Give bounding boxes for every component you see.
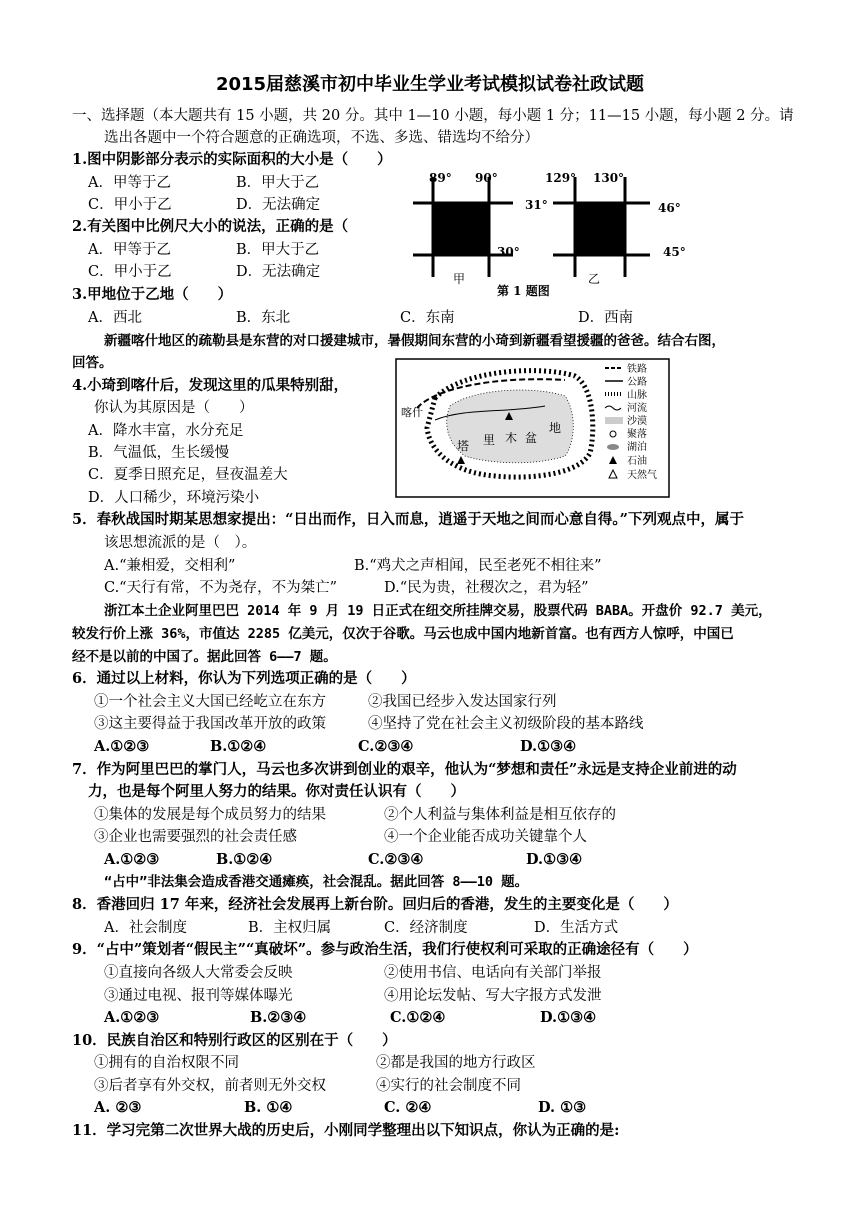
q10-option-c: C. ②④ <box>384 1099 432 1116</box>
q4-option-d: D．人口稀少，环境污染小 <box>88 490 260 506</box>
lat-label-31: 31° <box>525 198 548 212</box>
lon-label-90: 90° <box>475 171 498 185</box>
basin-char-5: 地 <box>549 421 562 435</box>
q7-option-d: D.①③④ <box>526 851 583 868</box>
lat-label-46: 46° <box>658 201 681 215</box>
q6-stem: 6．通过以上材料，你认为下列选项正确的是（ ） <box>72 670 416 687</box>
q4-option-a: A．降水丰富，水分充足 <box>88 423 244 439</box>
legend-mountain: 山脉 <box>627 390 647 401</box>
q8-option-c: C．经济制度 <box>384 920 468 936</box>
q1-option-d: D．无法确定 <box>236 197 321 213</box>
q6-option-b: B.①②④ <box>210 738 267 755</box>
q7-option-c: C.②③④ <box>368 851 424 868</box>
q9-item-4: ④用论坛发帖、写大字报方式发泄 <box>384 988 602 1004</box>
page-title: 2015届慈溪市初中毕业生学业考试模拟试卷社政试题 <box>215 74 645 95</box>
q10-option-d: D. ①③ <box>538 1099 587 1116</box>
q2-stem: 2.有关图中比例尺大小的说法，正确的是（ <box>72 218 349 235</box>
q4-option-c: C．夏季日照充足，昼夜温差大 <box>88 467 288 483</box>
q5-option-a: A.“兼相爱，交相利” <box>104 558 236 574</box>
q10-item-3: ③后者享有外交权，前者则无外交权 <box>94 1078 326 1094</box>
basin-char-4: 盆 <box>525 431 538 445</box>
material-1-line-1: 新疆喀什地区的疏勒县是东营的对口援建城市，暑假期间东营的小琦到新疆看望援疆的爸爸。结合右图， <box>104 333 725 349</box>
q3-option-b: B．东北 <box>236 310 291 326</box>
lon-label-129: 129° <box>545 171 577 185</box>
q7-item-4: ④一个企业能否成功关键靠个人 <box>384 829 587 845</box>
q11-stem: 11．学习完第二次世界大战的历史后，小刚同学整理出以下知识点，你认为正确的是: <box>72 1122 620 1139</box>
map-name-jia: 甲 <box>453 272 466 286</box>
q10-item-2: ②都是我国的地方行政区 <box>376 1055 536 1071</box>
q6-option-c: C.②③④ <box>358 738 414 755</box>
q10-option-a: A. ②③ <box>94 1099 142 1116</box>
q6-item-4: ④坚持了党在社会主义初级阶段的基本路线 <box>368 716 644 732</box>
q4-stem: 4.小琦到喀什后，发现这里的瓜果特别甜， <box>72 377 349 394</box>
q6-item-2: ②我国已经步入发达国家行列 <box>368 694 557 710</box>
section-heading-cont: 选出各题中一个符合题意的正确选项，不选、多选、错选均不给分） <box>104 130 539 146</box>
q5-stem: 5．春秋战国时期某思想家提出：“日出而作，日入而息，逍遥于天地之间而心意自得。”下列观点中，属于 <box>72 511 745 528</box>
q7-item-1: ①集体的发展是每个成员努力的结果 <box>94 807 326 823</box>
lat-label-30: 30° <box>497 245 520 259</box>
q10-stem: 10．民族自治区和特别行政区的区别在于（ ） <box>72 1032 397 1049</box>
q7-item-3: ③企业也需要强烈的社会责任感 <box>94 829 297 845</box>
q2-option-d: D．无法确定 <box>236 264 321 280</box>
q7-option-a: A.①②③ <box>104 851 160 868</box>
lon-label-89: 89° <box>429 171 452 185</box>
lat-label-45: 45° <box>663 245 686 259</box>
basin-char-3: 木 <box>505 431 518 445</box>
legend-river: 河流 <box>627 403 647 414</box>
q4-option-b: B．气温低，生长缓慢 <box>88 445 230 461</box>
tarim-basin-map <box>395 358 670 498</box>
map-jia <box>413 171 548 286</box>
shaded-area-jia <box>433 203 489 255</box>
q9-option-c: C.①②④ <box>390 1009 446 1026</box>
q9-option-b: B.②③④ <box>250 1009 307 1026</box>
q10-item-1: ①拥有的自治权限不同 <box>94 1055 239 1071</box>
q9-item-1: ①直接向各级人大常委会反映 <box>104 965 293 981</box>
q1-stem: 1.图中阴影部分表示的实际面积的大小是（ ） <box>72 151 392 168</box>
q1-option-c: C．甲小于乙 <box>88 197 172 213</box>
q4-stem-cont: 你认为其原因是（ ） <box>94 400 254 416</box>
legend-desert: 沙漠 <box>627 416 647 427</box>
q5-option-c: C.“天行有常，不为尧存，不为桀亡” <box>104 580 338 596</box>
q8-option-a: A．社会制度 <box>104 920 187 936</box>
material-2-line-2: 较发行价上涨 36%，市值达 2285 亿美元，仅次于谷歌。马云也成中国内地新首富。也有西方人惊呼，中国已 <box>72 626 734 642</box>
material-1-line-2: 回答。 <box>72 355 113 371</box>
q9-item-2: ②使用书信、电话向有关部门举报 <box>384 965 602 981</box>
section-heading: 一、选择题（本大题共有 15 小题，共 20 分。其中 1—10 小题，每小题 1 分；11—15 小题，每小题 2 分。请 <box>72 108 794 124</box>
map-place-kashi: 喀什 <box>401 406 423 419</box>
q9-option-a: A.①②③ <box>104 1009 160 1026</box>
basin-char-1: 塔 <box>457 439 470 453</box>
material-2-line-3: 经不是以前的中国了。据此回答 6——7 题。 <box>72 649 337 665</box>
q1-option-b: B．甲大于乙 <box>236 175 320 191</box>
q7-option-b: B.①②④ <box>216 851 273 868</box>
q3-stem: 3.甲地位于乙地（ ） <box>72 286 233 303</box>
q8-stem: 8．香港回归 17 年来，经济社会发展再上新台阶。回归后的香港，发生的主要变化是（ ） <box>72 896 678 913</box>
q3-option-a: A．西北 <box>88 310 142 326</box>
map-yi <box>545 171 686 286</box>
legend-gas: 天然气 <box>627 470 657 481</box>
figure-1-caption: 第 1 题图 <box>497 284 550 298</box>
legend-oil: 石油 <box>627 456 647 467</box>
material-3-line-1: “占中”非法集会造成香港交通瘫痪，社会混乱。据此回答 8——10 题。 <box>104 874 529 890</box>
q2-option-a: A．甲等于乙 <box>88 242 171 258</box>
q5-option-b: B.“鸡犬之声相闻，民至老死不相往来” <box>354 558 602 574</box>
legend-railway: 铁路 <box>627 364 647 375</box>
figure-1-grid-maps <box>405 165 705 300</box>
q2-option-b: B．甲大于乙 <box>236 242 320 258</box>
q2-option-c: C．甲小于乙 <box>88 264 172 280</box>
q8-option-d: D．生活方式 <box>534 920 619 936</box>
q10-option-b: B. ①④ <box>244 1099 293 1116</box>
q6-option-d: D.①③④ <box>520 738 577 755</box>
q7-stem-cont: 力，也是每个阿里人努力的结果。你对责任认识有（ ） <box>88 783 465 800</box>
q1-option-a: A．甲等于乙 <box>88 175 171 191</box>
basin-char-2: 里 <box>483 433 496 447</box>
q6-option-a: A.①②③ <box>94 738 150 755</box>
q9-item-3: ③通过电视、报刊等媒体曝光 <box>104 988 293 1004</box>
shaded-area-yi <box>575 203 625 255</box>
legend-lake: 湖泊 <box>627 442 647 453</box>
legend-highway: 公路 <box>627 377 647 388</box>
q7-stem: 7．作为阿里巴巴的掌门人，马云也多次讲到创业的艰辛，他认为“梦想和责任”永远是支持企业前进的动 <box>72 761 737 778</box>
material-2-line-1: 浙江本土企业阿里巴巴 2014 年 9 月 19 日正式在纽交所挂牌交易，股票代码 BABA。开盘价 92.7 美元， <box>104 603 772 619</box>
q3-option-d: D．西南 <box>578 310 634 326</box>
q9-option-d: D.①③④ <box>540 1009 597 1026</box>
q7-item-2: ②个人利益与集体利益是相互依存的 <box>384 807 616 823</box>
q6-item-3: ③这主要得益于我国改革开放的政策 <box>94 716 326 732</box>
q8-option-b: B．主权归属 <box>248 920 332 936</box>
lon-label-130: 130° <box>593 171 625 185</box>
map-name-yi: 乙 <box>588 272 601 286</box>
q5-stem-cont: 该思想流派的是（ ）。 <box>104 535 257 551</box>
q5-option-d: D.“民为贵，社稷次之，君为轻” <box>384 580 589 596</box>
legend-settlement: 聚落 <box>627 429 647 440</box>
q10-item-4: ④实行的社会制度不同 <box>376 1078 521 1094</box>
q3-option-c: C．东南 <box>400 310 455 326</box>
q9-stem: 9．“占中”策划者“假民主”“真破坏”。参与政治生活，我们行使权利可采取的正确途径有（ ） <box>72 941 698 958</box>
q6-item-1: ①一个社会主义大国已经屹立在东方 <box>94 694 326 710</box>
